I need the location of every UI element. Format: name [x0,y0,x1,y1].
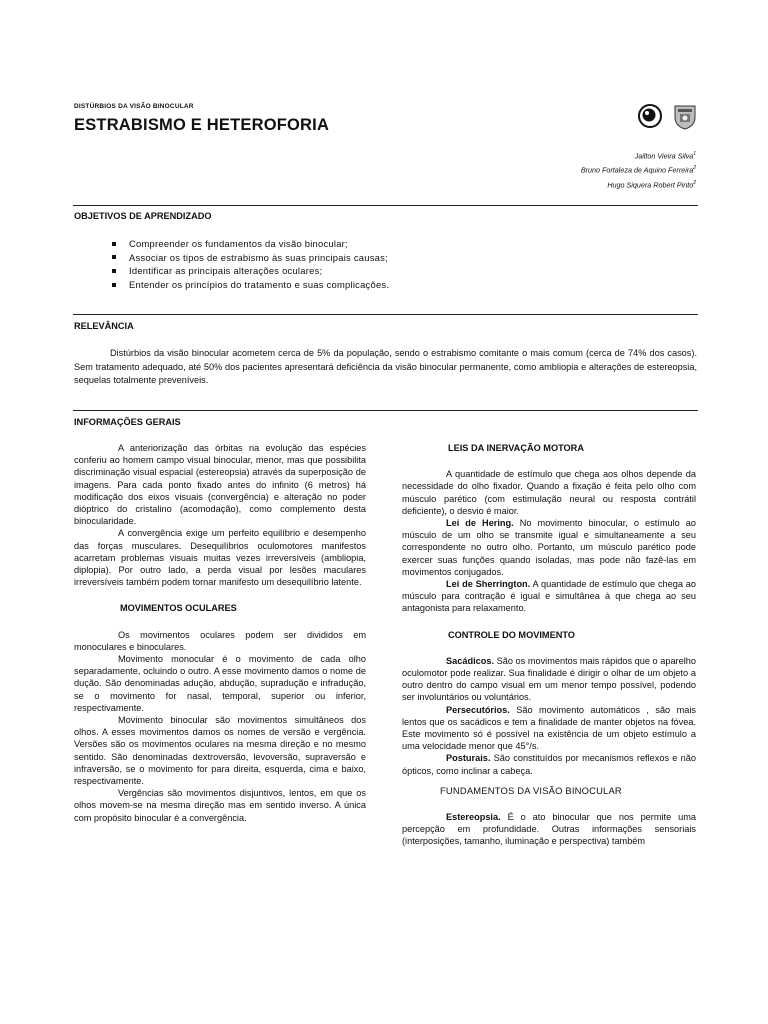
paragraph: Vergências são movimentos disjuntivos, lentos, em que os olhos movem-se na mesma direção mas em sentido inverso. A única com propósito binocular é a convergência. [74,788,366,823]
author-3: Hugo Siquera Robert Pinto$^2$ [607,179,696,190]
general-info-heading: INFORMAÇÕES GERAIS [74,417,181,427]
postural-label: Posturais. [446,753,491,764]
author-2: Bruno Fortaleza de Aquino Ferreira$^2$ [580,165,696,175]
relevance-text: Distúrbios da visão binocular acometem cerca de 5% da população, sendo o estrabismo comitante o mais comum (cerca de 74% dos casos). Sem tratamento adequado, até 50% dos pacientes apresentará deficiência da visão binocular permanente, como ambliopia e alterações de estereopsia, sequelas totalmente preveníveis. [74,348,697,385]
author-1: Jailton Vieira Silva$^1$ [634,151,696,161]
sherrington-law-text: A quantidade de estímulo que chega ao músculo para contração é igual e simultânea à que chega ao seu antagonista para relaxamento. [402,579,697,614]
paragraph [402,752,696,776]
paragraph [402,655,696,704]
objectives-list [110,237,389,292]
author-list [581,148,696,191]
paragraph: A quantidade de estímulo que chega aos olhos depende da necessidade do olho fixador. Quando a fixação é feita pelo olho com músculo parético (com estimulação neural ou resposta contrátil deficiente), o desvio é maior. [402,469,696,516]
paragraph [402,811,696,848]
eye-logo-icon [636,102,664,130]
paragraph: Movimento binocular são movimentos simultâneos dos olhos. A esses movimentos damos os nomes de versão e vergência. Versões são os movimentos oculares na mesma direção e no mesmo sentido. São denominadas dextroversão, levoversão, supraversão e infraversão, se o movimento for para direita, esquerda, cima e baixo, respectivamente. [74,715,366,787]
page-title: ESTRABISMO E HETEROFORIA [74,116,330,134]
section-kicker: DISTÚRBIOS DA VISÃO BINOCULAR [74,103,194,110]
list-item: Entender os princípios do tratamento e suas complicações. [110,278,389,292]
paragraph: A anteriorização das órbitas na evolução das espécies conferiu ao homem campo visual binocular, menor, mas que possibilita discriminação visual espacial (estereopsia) através da superposição de imagens. Para cada ponto fixado antes do infinito (6 metros) há modificação dos eixos visuais (convergência) e alteração no poder dióptrico do cristalino (acomodação), como complemento desta binocularidade. [74,443,366,527]
section-divider [73,314,698,315]
list-item: Compreender os fundamentos da visão binocular; [110,237,389,251]
paragraph [402,517,696,578]
university-crest-icon [672,102,698,130]
paragraph [402,704,696,753]
stereopsis-label: Estereopsia. [446,812,501,823]
list-item: Associar os tipos de estrabismo às suas principais causas; [110,251,389,265]
hering-law-text: No movimento binocular, o estímulo ao músculo de um olho se transmite igual e simultaneamente a seu correspondente no outro olho. Portanto, um músculo parético pode exercer suas funções quando isoladas, mas pode não fazê-las em movimentos conjugados. [402,518,696,577]
stereopsis-text: É o ato binocular que nos permite uma percepção em profundidade. Outras informações sensoriais (interposições, tamanho, iluminação e perspectiva) também [402,812,697,847]
paragraph: Os movimentos oculares podem ser divididos em monoculares e binoculares. [74,629,366,652]
movement-control-heading: CONTROLE DO MOVIMENTO [448,629,575,640]
section-divider [73,205,698,206]
movements-heading: MOVIMENTOS OCULARES [120,603,237,614]
relevance-heading: RELEVÂNCIA [74,321,134,331]
left-column [74,442,366,824]
saccades-label: Sacádicos. [446,655,495,666]
list-item: Identificar as principais alterações oculares; [110,264,389,278]
pursuit-text: São movimento automáticos , são mais lentos que os sacádicos e tem a finalidade de manter objetos na fóvea. Este movimento só é possível na existência de um objeto estímulo a uma velocidade menor que 45°/s. [402,704,696,752]
binocular-vision-heading: FUNDAMENTOS DA VISÃO BINOCULAR [440,784,622,796]
objectives-heading: OBJETIVOS DE APRENDIZADO [74,211,212,221]
paragraph: Movimento monocular é o movimento de cada olho separadamente, ocluindo o outro. A esse movimento damos o nome de dução. São denominadas adução, abdução, supradução e infradução, se o movimento for nasal, temporal, superior ou inferior, respectivamente. [74,654,366,713]
motor-laws-heading: LEIS DA INERVAÇÃO MOTORA [448,443,584,453]
paragraph: A convergência exige um perfeito equilíbrio e desempenho das forças musculares. Desequilíbrios oculomotores manifestos acarretam problemas visuais muitas vezes irreversíveis (ambliopia, diplopia). Por outro lado, a perda visual por lesões maculares irreversíveis também podem tornar manifesto um desequilíbrio latente. [74,528,366,588]
paragraph [402,578,696,615]
sherrington-law-label: Lei de Sherrington. [446,579,531,590]
postural-text: São constituídos por mecanismos reflexos e não ópticos, como inclinar a cabeça. [402,753,696,776]
saccades-text: São os movimentos mais rápidos que o aparelho oculomotor pode realizar. Sua finalidade é dirigir o olhar de um objeto a outro dentro do campo visual em um menor tempo possível, podendo ser involuntários ou voluntários. [402,655,696,703]
section-divider [73,410,698,411]
hering-law-label: Lei de Hering. [446,518,514,529]
pursuit-label: Persecutórios. [446,704,510,715]
right-column [402,442,696,848]
